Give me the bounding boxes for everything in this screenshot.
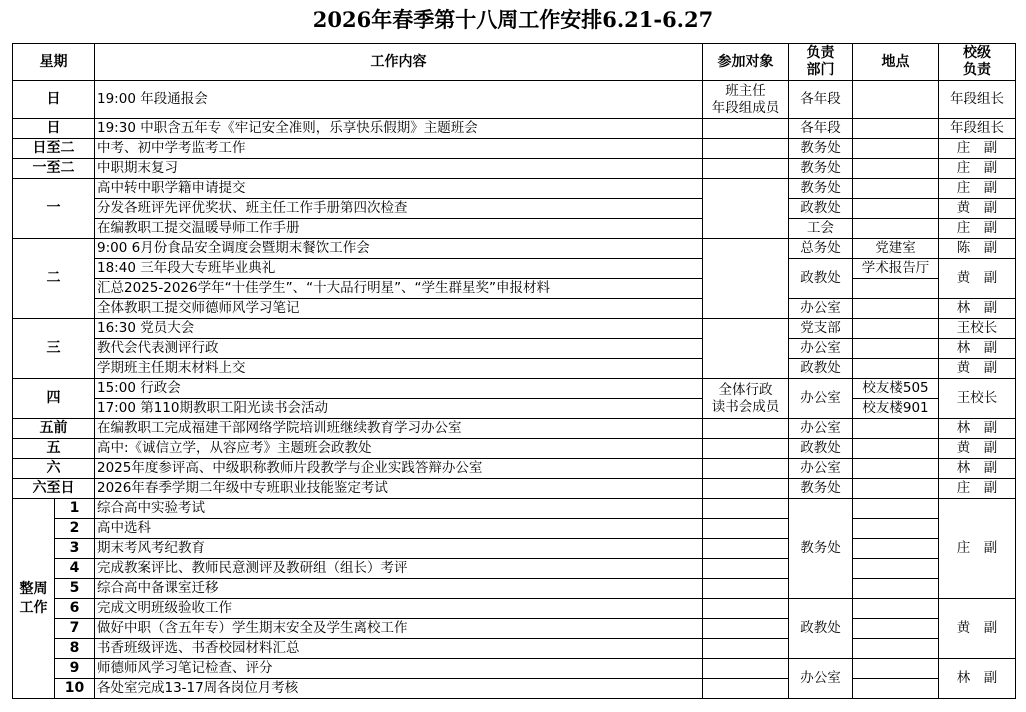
participants-cell — [703, 619, 789, 639]
location-cell — [853, 639, 939, 659]
header-content: 工作内容 — [95, 44, 703, 81]
participants-cell — [703, 439, 789, 459]
content-cell: 书香班级评选、书香校园材料汇总 — [95, 639, 703, 659]
dept-cell: 政教处 — [789, 359, 853, 379]
location-cell — [853, 539, 939, 559]
table-row — [13, 639, 1016, 659]
table-row — [13, 519, 1016, 539]
table-row — [13, 539, 1016, 559]
table-row — [13, 679, 1016, 699]
content-cell: 完成教案评比、教师民意测评及教研组（组长）考评 — [95, 559, 703, 579]
item-number: 2 — [55, 519, 95, 539]
schedule-table — [12, 43, 1016, 699]
content-cell: 高中选科 — [95, 519, 703, 539]
content-cell: 高中转中职学籍申请提交 — [95, 179, 703, 199]
dept-cell: 政教处 — [789, 599, 853, 659]
week-work-label: 整周 工作 — [13, 499, 55, 699]
location-cell — [853, 459, 939, 479]
leader-cell: 林 副 — [939, 659, 1016, 699]
location-cell — [853, 299, 939, 319]
participants-cell — [703, 639, 789, 659]
day-cell: 一至二 — [13, 159, 95, 179]
leader-cell: 林 副 — [939, 459, 1016, 479]
leader-cell: 庄 副 — [939, 219, 1016, 239]
location-cell — [853, 599, 939, 619]
table-row — [13, 219, 1016, 239]
content-cell: 分发各班评先评优奖状、班主任工作手册第四次检查 — [95, 199, 703, 219]
table-row — [13, 339, 1016, 359]
table-row — [13, 259, 1016, 279]
location-cell — [853, 219, 939, 239]
content-cell: 19:00 年段通报会 — [95, 81, 703, 119]
header-location: 地点 — [853, 44, 939, 81]
table-row — [13, 239, 1016, 259]
location-cell — [853, 439, 939, 459]
dept-cell: 办公室 — [789, 299, 853, 319]
table-row — [13, 319, 1016, 339]
table-row — [13, 559, 1016, 579]
content-cell: 教代会代表测评行政 — [95, 339, 703, 359]
content-cell: 16:30 党员大会 — [95, 319, 703, 339]
location-cell — [853, 499, 939, 519]
content-cell: 9:00 6月份食品安全调度会暨期末餐饮工作会 — [95, 239, 703, 259]
leader-cell: 黄 副 — [939, 259, 1016, 299]
location-cell — [853, 319, 939, 339]
leader-cell: 年段组长 — [939, 119, 1016, 139]
dept-cell: 办公室 — [789, 419, 853, 439]
participants-cell — [703, 179, 789, 239]
leader-cell: 王校长 — [939, 319, 1016, 339]
dept-cell: 教务处 — [789, 499, 853, 599]
day-cell: 五前 — [13, 419, 95, 439]
participants-cell — [703, 579, 789, 599]
table-row — [13, 299, 1016, 319]
dept-cell: 教务处 — [789, 479, 853, 499]
table-row — [13, 159, 1016, 179]
table-row — [13, 179, 1016, 199]
leader-cell: 年段组长 — [939, 81, 1016, 119]
item-number: 9 — [55, 659, 95, 679]
content-cell: 综合高中实验考试 — [95, 499, 703, 519]
content-cell: 17:00 第110期教职工阳光读书会活动 — [95, 399, 703, 419]
day-cell: 日至二 — [13, 139, 95, 159]
location-cell — [853, 119, 939, 139]
dept-cell: 政教处 — [789, 439, 853, 459]
header-participants: 参加对象 — [703, 44, 789, 81]
table-row — [13, 279, 1016, 299]
participants-cell — [703, 519, 789, 539]
table-row — [13, 379, 1016, 399]
leader-cell: 林 副 — [939, 299, 1016, 319]
content-cell: 19:30 中职含五年专《牢记安全准则，乐享快乐假期》主题班会 — [95, 119, 703, 139]
dept-cell: 各年段 — [789, 81, 853, 119]
location-cell — [853, 579, 939, 599]
leader-cell: 陈 副 — [939, 239, 1016, 259]
content-cell: 在编教职工提交温暖导师工作手册 — [95, 219, 703, 239]
content-cell: 学期班主任期末材料上交 — [95, 359, 703, 379]
dept-cell: 办公室 — [789, 659, 853, 699]
location-cell — [853, 339, 939, 359]
table-row — [13, 419, 1016, 439]
location-cell — [853, 159, 939, 179]
location-cell: 学术报告厅 — [853, 259, 939, 279]
item-number: 1 — [55, 499, 95, 519]
participants-cell — [703, 539, 789, 559]
item-number: 3 — [55, 539, 95, 559]
day-cell: 六至日 — [13, 479, 95, 499]
item-number: 5 — [55, 579, 95, 599]
location-cell: 党建室 — [853, 239, 939, 259]
content-cell: 18:40 三年段大专班毕业典礼 — [95, 259, 703, 279]
page-title: 2026年春季第十八周工作安排6.21-6.27 — [312, 7, 714, 32]
content-cell: 高中:《诚信立学，从容应考》主题班会政教处 — [95, 439, 703, 459]
participants-cell — [703, 419, 789, 439]
location-cell — [853, 81, 939, 119]
item-number: 8 — [55, 639, 95, 659]
leader-cell: 林 副 — [939, 339, 1016, 359]
dept-cell: 政教处 — [789, 259, 853, 299]
day-cell: 四 — [13, 379, 95, 419]
item-number: 6 — [55, 599, 95, 619]
leader-cell: 黄 副 — [939, 439, 1016, 459]
day-cell: 三 — [13, 319, 95, 379]
dept-cell: 教务处 — [789, 139, 853, 159]
location-cell — [853, 199, 939, 219]
day-cell: 二 — [13, 239, 95, 319]
table-row — [13, 599, 1016, 619]
dept-cell: 办公室 — [789, 379, 853, 419]
day-cell: 一 — [13, 179, 95, 239]
location-cell — [853, 139, 939, 159]
header-day: 星期 — [13, 44, 95, 81]
dept-cell: 办公室 — [789, 459, 853, 479]
content-cell: 2026年春季学期二年级中专班职业技能鉴定考试 — [95, 479, 703, 499]
participants-cell — [703, 139, 789, 159]
content-cell: 2025年度参评高、中级职称教师片段教学与企业实践答辩办公室 — [95, 459, 703, 479]
participants-cell: 班主任 年段组成员 — [703, 81, 789, 119]
location-cell — [853, 659, 939, 679]
leader-cell: 庄 副 — [939, 479, 1016, 499]
table-row — [13, 459, 1016, 479]
leader-cell: 庄 副 — [939, 159, 1016, 179]
dept-cell: 工会 — [789, 219, 853, 239]
table-row — [13, 199, 1016, 219]
content-cell: 中考、初中学考监考工作 — [95, 139, 703, 159]
dept-cell: 政教处 — [789, 199, 853, 219]
participants-cell — [703, 659, 789, 679]
participants-cell — [703, 679, 789, 699]
header-row — [13, 44, 1016, 81]
content-cell: 完成文明班级验收工作 — [95, 599, 703, 619]
content-cell: 15:00 行政会 — [95, 379, 703, 399]
participants-cell — [703, 119, 789, 139]
item-number: 4 — [55, 559, 95, 579]
header-dept: 负责 部门 — [789, 44, 853, 81]
content-cell: 各处室完成13-17周各岗位月考核 — [95, 679, 703, 699]
content-cell: 综合高中备课室迁移 — [95, 579, 703, 599]
location-cell: 校友楼901 — [853, 399, 939, 419]
table-row — [13, 619, 1016, 639]
content-cell: 全体教职工提交师德师风学习笔记 — [95, 299, 703, 319]
table-row — [13, 81, 1016, 119]
leader-cell: 黄 副 — [939, 199, 1016, 219]
leader-cell: 庄 副 — [939, 139, 1016, 159]
table-row — [13, 119, 1016, 139]
dept-cell: 党支部 — [789, 319, 853, 339]
participants-cell — [703, 499, 789, 519]
location-cell — [853, 519, 939, 539]
item-number: 10 — [55, 679, 95, 699]
participants-cell: 全体行政 读书会成员 — [703, 379, 789, 419]
table-row — [13, 439, 1016, 459]
day-cell: 六 — [13, 459, 95, 479]
table-row — [13, 479, 1016, 499]
content-cell: 做好中职（含五年专）学生期末安全及学生离校工作 — [95, 619, 703, 639]
leader-cell: 庄 副 — [939, 499, 1016, 599]
content-cell: 师德师风学习笔记检查、评分 — [95, 659, 703, 679]
leader-cell: 黄 副 — [939, 359, 1016, 379]
content-cell: 中职期末复习 — [95, 159, 703, 179]
participants-cell — [703, 319, 789, 379]
participants-cell — [703, 479, 789, 499]
table-row — [13, 359, 1016, 379]
location-cell: 校友楼505 — [853, 379, 939, 399]
table-row — [13, 499, 1016, 519]
location-cell — [853, 179, 939, 199]
location-cell — [853, 679, 939, 699]
location-cell — [853, 419, 939, 439]
location-cell — [853, 559, 939, 579]
item-number: 7 — [55, 619, 95, 639]
location-cell — [853, 619, 939, 639]
content-cell: 汇总2025-2026学年“十佳学生”、“十大品行明星”、“学生群星奖”申报材料 — [95, 279, 703, 299]
table-row — [13, 579, 1016, 599]
location-cell — [853, 479, 939, 499]
leader-cell: 黄 副 — [939, 599, 1016, 659]
dept-cell: 总务处 — [789, 239, 853, 259]
location-cell — [853, 359, 939, 379]
content-cell: 期末考风考纪教育 — [95, 539, 703, 559]
table-row — [13, 399, 1016, 419]
header-leader: 校级 负责 — [939, 44, 1016, 81]
leader-cell: 林 副 — [939, 419, 1016, 439]
table-row — [13, 659, 1016, 679]
location-cell — [853, 279, 939, 299]
day-cell: 日 — [13, 119, 95, 139]
participants-cell — [703, 599, 789, 619]
content-cell: 在编教职工完成福建干部网络学院培训班继续教育学习办公室 — [95, 419, 703, 439]
leader-cell: 庄 副 — [939, 179, 1016, 199]
participants-cell — [703, 159, 789, 179]
participants-cell — [703, 559, 789, 579]
leader-cell: 王校长 — [939, 379, 1016, 419]
participants-cell — [703, 459, 789, 479]
dept-cell: 办公室 — [789, 339, 853, 359]
dept-cell: 教务处 — [789, 179, 853, 199]
table-row — [13, 139, 1016, 159]
dept-cell: 各年段 — [789, 119, 853, 139]
participants-cell — [703, 239, 789, 319]
day-cell: 日 — [13, 81, 95, 119]
dept-cell: 教务处 — [789, 159, 853, 179]
day-cell: 五 — [13, 439, 95, 459]
